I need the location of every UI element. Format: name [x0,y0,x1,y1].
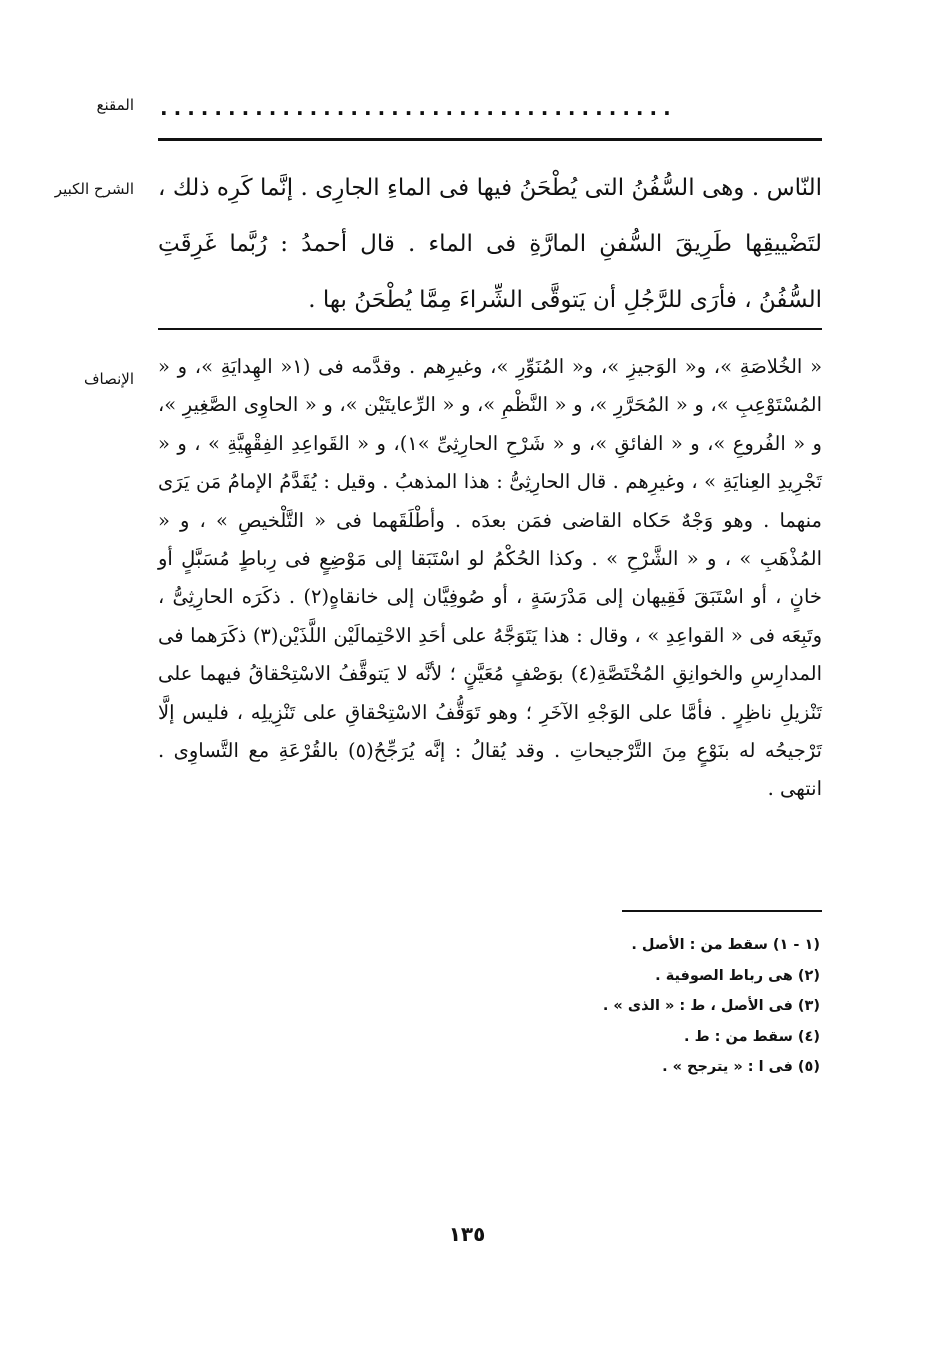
header-dotted-leader: ...................................... [160,98,677,118]
section-label-insaf: الإنصاف [83,370,134,388]
insaf-text: « الخُلاصَةِ »، و« الوَجيزِ »، و« المُنَوِّرِ »، وغيرِهم . وقدَّمه فى (١« الهِدايَةِ »، و « المُسْتَوْعِبِ »، و « المُحَرَّرِ »، و « النَّظْمِ »، و « الرِّعايتَيْن »، و « الحاوِى الصَّغِيرِ »، و « الفُروعِ »، و « الفائقِ »، و « شَرْحِ الحارِثِىِّ »١)، و « القَواعِدِ الفِقْهِيَّةِ » ، و « تَجْرِيدِ العِنايَةِ » ، وغيرِهم . قال الحارِثِىُّ : هذا المذهبُ . وقيل : يُقَدَّمُ الإمامُ مَن يَرَى منهما . وهو وَجْهٌ حَكاه القاضى فمَن بعدَه . وأطْلَقَهما فى « التَّلْخيصِ » ، و « المُذْهَبِ » ، و « الشَّرْحِ » . وكذا الحُكْمُ لو اسْتَبَقا إلى مَوْضِعٍ فى رِباطٍ مُسَبَّلٍ أو خانٍ ، أو اسْتَبَقَ فَقِيهان إلى مَدْرَسَةٍ ، أو صُوفِيَّان إلى خانقاهٍ(٢) . ذكَرَه الحارِثِىُّ ، وتَبِعَه فى « القواعِدِ » ، وقال : هذا يَتَوَجَّهُ على أحَدِ الاحْتِمالَيْن اللَّذَيْن(٣) ذكَرَهما فى المدارِسِ والخوانِقِ المُخْتَصَّةِ(٤) بوَصْفٍ مُعَيَّنٍ ؛ لأنَّه لا يَتوقَّفُ الاسْتِحْقاقُ فيهما على تَنْزيلِ ناظِرٍ . فأمَّا على الوَجْهِ الآخَرِ ؛ وهو تَوَقُّفُ الاسْتِحْقاقِ على تَنْزِيلِه ، فليس إلَّا تَرْجيحُه له بنَوْعٍ مِنَ التَّرْجيحاتِ . وقد يُقالُ : إنَّه يُرَجِّحُ(٥) بالقُرْعَةِ مع التَّساوِى . انتهى . [158,355,822,801]
footnotes [300,930,820,1083]
footnote-item: (٢) هى رباط الصوفية . [655,967,820,984]
footnote-rule [622,910,822,912]
footnote-item: (١ - ١) سقط من : الأصل . [631,937,820,953]
sharh-text: النّاس . وهى السُّفُنُ التى يُطْحَنُ فيها فى الماءِ الجارِى . إنَّما كَرِه ذلك ، لتَضْييقِها طَرِيقَ السُّفنِ المارَّةِ فى الماء . قال أحمدُ : رُبَّما غَرِقَتِ السُّفُنُ ، فأرَى للرَّجُلِ أن يَتوقَّى الشِّراءَ مِمَّا يُطْحَنُ بها . [158,175,822,313]
footnote-item: (٤) سقط من : ط . [684,1028,820,1045]
header-book-label: المقنع [96,96,134,114]
footnote-item: (٣) فى الأصل ، ط : « الذى » . [602,998,820,1014]
page-number: ١٣٥ [448,1222,486,1246]
section-label-sharh: الشرح الكبير [54,180,134,198]
header-rule [158,138,822,141]
footnote-item: (٥) فى ا : « يترجح » . [662,1059,820,1075]
section-divider [158,328,822,330]
